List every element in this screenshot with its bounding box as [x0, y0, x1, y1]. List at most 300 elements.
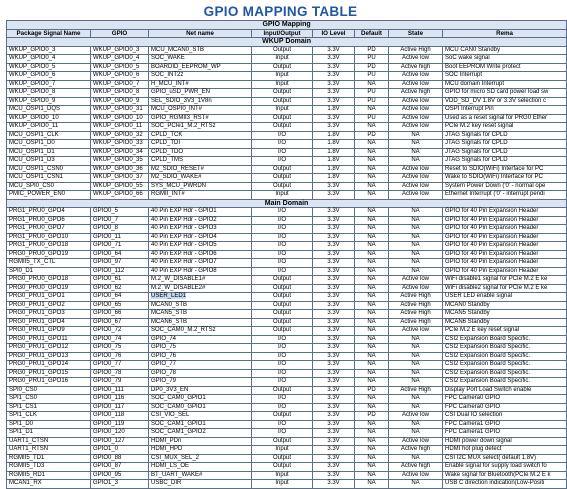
table-cell: NA — [389, 344, 443, 353]
table-body — [7, 38, 567, 489]
table-row — [7, 395, 567, 404]
table-cell: GPIO0_61 — [91, 276, 149, 285]
table-cell: FPC Camera0 GPIO — [443, 403, 567, 412]
column-header: Input/Output — [252, 29, 313, 38]
table-row — [7, 72, 567, 81]
table-cell: SOC_CAM0_GPIO1 — [149, 403, 252, 412]
table-cell: PRG1_PRU0_GPO6 — [7, 216, 91, 225]
table-cell: NA — [355, 233, 389, 242]
table-cell: CPLD_TDO — [149, 148, 252, 157]
table-cell: SOC_CAM1_GPIO1 — [149, 420, 252, 429]
table-cell: NA — [355, 216, 389, 225]
table-cell: I/O — [252, 131, 313, 140]
table-row — [7, 89, 567, 98]
table-cell: Output — [252, 310, 313, 319]
table-cell: NA — [355, 165, 389, 174]
table-cell: Output — [252, 182, 313, 191]
table-row — [7, 335, 567, 344]
table-cell: GPIO_79 — [149, 378, 252, 387]
table-cell: Active low — [389, 123, 443, 132]
table-cell: NA — [355, 267, 389, 276]
table-cell: FPC Camera1 GPIO — [443, 429, 567, 438]
table-cell: 40 Pin EXP Hdr - GPIO3 — [149, 225, 252, 234]
table-cell: GPIO0_78 — [91, 369, 149, 378]
table-cell: Ethernet Interrupt ('0' - interrupt pendi — [443, 191, 567, 200]
table-cell: CSI2 Expansion Board Specific. — [443, 369, 567, 378]
table-row — [7, 233, 567, 242]
table-row — [7, 131, 567, 140]
table-cell: PU — [355, 72, 389, 81]
table-cell: Output — [252, 284, 313, 293]
section-header-row — [7, 38, 567, 47]
table-row — [7, 437, 567, 446]
table-cell: MCU_SPI0_CS0 — [7, 182, 91, 191]
table-cell: GPIO for 40 Pin Expansion Header — [443, 225, 567, 234]
table-cell: 3.3V — [313, 437, 355, 446]
table-cell: GPIO0_64 — [91, 250, 149, 259]
table-cell: PD — [355, 63, 389, 72]
table-cell: Active low — [389, 165, 443, 174]
table-cell: 1.8V — [313, 106, 355, 115]
table-cell: NA — [389, 208, 443, 217]
table-cell: PD — [355, 412, 389, 421]
table-cell: Active low — [389, 327, 443, 336]
table-cell: MCAN5_STB — [149, 310, 252, 319]
table-row — [7, 454, 567, 463]
table-cell: I/O — [252, 344, 313, 353]
table-cell: SOC_PCIe1_M.2_RTSz — [149, 123, 252, 132]
table-cell: WKUP_GPIO0_33 — [91, 140, 149, 149]
table-cell: NA — [389, 131, 443, 140]
table-row — [7, 259, 567, 268]
table-cell: NA — [355, 276, 389, 285]
table-cell: I/O — [252, 208, 313, 217]
table-row — [7, 225, 567, 234]
table-cell: Used as a reset signal for PRG0 Ether — [443, 114, 567, 123]
table-cell: PRG0_PRU1_GPO9 — [7, 327, 91, 336]
table-cell: CPLD_TCK — [149, 131, 252, 140]
table-cell: Active low — [389, 174, 443, 183]
table-cell: PRG1_PRU0_GPO18 — [7, 242, 91, 251]
table-cell: WKUP_GPIO0_37 — [91, 174, 149, 183]
table-row — [7, 378, 567, 387]
table-cell: GPIO0_76 — [91, 352, 149, 361]
table-cell: 3.3V — [313, 72, 355, 81]
table-cell: 1.8V — [313, 148, 355, 157]
table-cell: Active high — [389, 89, 443, 98]
table-cell: WKUP_GPIO0_5 — [91, 63, 149, 72]
table-row — [7, 123, 567, 132]
table-cell: WKUP_GPIO0_8 — [91, 89, 149, 98]
table-cell: NA — [389, 429, 443, 438]
table-cell: NA — [355, 80, 389, 89]
table-cell: CSI2 Expansion Board Specific. — [443, 361, 567, 370]
table-cell: Active low — [389, 114, 443, 123]
table-cell: 3.3V — [313, 301, 355, 310]
table-cell: NA — [389, 140, 443, 149]
table-cell: Input — [252, 55, 313, 64]
table-cell: Input — [252, 106, 313, 115]
table-cell: PRG1_PRU0_GPO10 — [7, 233, 91, 242]
table-cell: MCU_OSPI1_CSN1 — [7, 174, 91, 183]
table-cell: GPIO0_5 — [91, 208, 149, 217]
table-cell: Output — [252, 174, 313, 183]
table-cell: Wake to SDIO(WiFi) Interface for PC — [443, 174, 567, 183]
table-cell: GPIO0_7 — [91, 216, 149, 225]
table-cell: CSI I2C MUX select( default 1.8V) — [443, 454, 567, 463]
table-cell: SOC_CAM1_GPIO2 — [149, 429, 252, 438]
table-cell: Output — [252, 412, 313, 421]
table-cell: CSI2 Expansion Board Specific. — [443, 335, 567, 344]
table-cell: NA — [355, 259, 389, 268]
table-cell: 40 Pin EXP Hdr - GPIO1 — [149, 208, 252, 217]
table-cell: Active High — [389, 293, 443, 302]
table-cell: SPI1_D0 — [7, 420, 91, 429]
table-cell: PRG1_PRU0_GPO4 — [7, 208, 91, 217]
table-cell: WKUP_GPIO0_4 — [91, 55, 149, 64]
table-cell: NA — [355, 140, 389, 149]
table-cell: 3.3V — [313, 352, 355, 361]
table-row — [7, 463, 567, 472]
table-cell: MCU_OSPI1_D3 — [7, 157, 91, 166]
table-cell: MCU CAN0 Standby — [443, 46, 567, 55]
table-cell: PRG0_PRU1_GPO1 — [7, 293, 91, 302]
table-cell: WKUP_GPIO0_4 — [7, 55, 91, 64]
table-cell: SPI1_CS1 — [7, 403, 91, 412]
column-header: State — [389, 29, 443, 38]
table-cell: NA — [355, 174, 389, 183]
table-row — [7, 97, 567, 106]
table-cell: GPIO for 40 Pin Expansion Header — [443, 267, 567, 276]
table-cell: OSPI Interrupt Pin — [443, 106, 567, 115]
table-cell: Reset to SDIO(WiFi) Interface for PC — [443, 165, 567, 174]
table-cell: GPIO for micro SD card power load sw — [443, 89, 567, 98]
table-cell: 40 Pin EXP Hdr - GPIO7 — [149, 259, 252, 268]
table-cell: NA — [389, 480, 443, 489]
table-cell: I/O — [252, 267, 313, 276]
table-cell: BOARDID_EEPROM_WP — [149, 63, 252, 72]
table-cell: 3.3V — [313, 463, 355, 472]
table-cell: HDMI_LS_OE — [149, 463, 252, 472]
table-cell: 3.3V — [313, 55, 355, 64]
table-cell: SPI1_CS0 — [7, 395, 91, 404]
table-cell: WKUP_GPIO0_6 — [91, 72, 149, 81]
table-cell: PRG0_PRU0_GPO18 — [7, 276, 91, 285]
table-row — [7, 284, 567, 293]
table-row — [7, 471, 567, 480]
column-header: Rema — [443, 29, 567, 38]
table-cell: NA — [355, 437, 389, 446]
table-cell: MCU_MCAN0_STB — [149, 46, 252, 55]
table-cell: PRG0_PRU1_GPO15 — [7, 369, 91, 378]
table-cell: Active High — [389, 318, 443, 327]
table-cell: GPIO_76 — [149, 352, 252, 361]
table-cell: I/O — [252, 250, 313, 259]
table-cell: MCU_OSPI1_CLK — [7, 131, 91, 140]
table-cell: Output — [252, 114, 313, 123]
table-cell: NA — [355, 250, 389, 259]
table-cell: I/O — [252, 140, 313, 149]
table-cell: I/O — [252, 242, 313, 251]
table-cell: SOC_CAM0_M.2_RTSz — [149, 327, 252, 336]
table-cell: WKUP_GPIO0_35 — [91, 157, 149, 166]
table-cell: 40 Pin EXP Hdr - GPIO6 — [149, 250, 252, 259]
column-header: Net name — [149, 29, 252, 38]
table-cell: PRG0_PRU1_GPO14 — [7, 361, 91, 370]
table-cell: I/O — [252, 420, 313, 429]
table-cell: WKUP_GPIO0_66 — [91, 191, 149, 200]
table-cell: NA — [355, 446, 389, 455]
table-cell: PRG0_PRU1_GPO16 — [7, 378, 91, 387]
table-cell: SPI0_D1 — [7, 267, 91, 276]
table-row — [7, 157, 567, 166]
table-row — [7, 216, 567, 225]
table-cell: NA — [389, 403, 443, 412]
table-row — [7, 55, 567, 64]
table-cell: PRG0_PRU1_GPO13 — [7, 352, 91, 361]
table-cell: GPIO0_71 — [91, 242, 149, 251]
table-cell: 3.3V — [313, 182, 355, 191]
table-cell: NA — [355, 301, 389, 310]
table-cell: GPIO_78 — [149, 369, 252, 378]
table-cell: GPIO0_66 — [91, 310, 149, 319]
column-header: Package Signal Name — [7, 29, 91, 38]
table-cell: SEL_SDIO_3V3_1V8n — [149, 97, 252, 106]
table-cell: WKUP_GPIO0_3 — [91, 46, 149, 55]
table-cell: GPIO_uSD_PWR_EN — [149, 89, 252, 98]
table-cell: NA — [355, 403, 389, 412]
table-cell: Input — [252, 80, 313, 89]
table-cell: NA — [355, 284, 389, 293]
table-cell: 3.3V — [313, 267, 355, 276]
table-cell: I/O — [252, 335, 313, 344]
table-cell: NA — [355, 463, 389, 472]
table-cell: PU — [355, 97, 389, 106]
table-cell: RGMII5_RD1 — [7, 471, 91, 480]
table-cell: 40 Pin EXP Hdr - GPIO5 — [149, 242, 252, 251]
table-cell: 40 Pin EXP Hdr - GPIO2 — [149, 216, 252, 225]
table-cell: GPIO for 40 Pin Expansion Header — [443, 208, 567, 217]
table-cell: USER LED enable signal — [443, 293, 567, 302]
table-cell: Active low — [389, 276, 443, 285]
table-cell: WKUP_GPIO0_11 — [7, 123, 91, 132]
table-cell: WKUP_GPIO0_11 — [91, 123, 149, 132]
column-header: GPIO — [91, 29, 149, 38]
table-row — [7, 242, 567, 251]
table-cell: NA — [355, 293, 389, 302]
table-cell: I/O — [252, 369, 313, 378]
table-cell: I/O — [252, 361, 313, 370]
table-cell: MCU_OSPI1_CSN0 — [7, 165, 91, 174]
table-cell: Boot EEPROM Write protect — [443, 63, 567, 72]
table-cell: Active low — [389, 412, 443, 421]
table-cell: GPIO0_120 — [91, 429, 149, 438]
table-cell: HDMI_HPD — [149, 446, 252, 455]
table-row — [7, 182, 567, 191]
table-cell: 3.3V — [313, 429, 355, 438]
table-cell: NA — [389, 250, 443, 259]
table-cell: WKUP_GPIO0_32 — [91, 131, 149, 140]
table-title: GPIO Mapping — [7, 21, 567, 30]
table-cell: CSI Dual IO selection — [443, 412, 567, 421]
table-cell: PCIe M.2 key reset signal — [443, 123, 567, 132]
page-title: GPIO MAPPING TABLE — [203, 4, 358, 19]
table-cell: Output — [252, 276, 313, 285]
table-cell: I/O — [252, 259, 313, 268]
table-cell: I/O — [252, 225, 313, 234]
table-cell: GPIO for 40 Pin Expansion Header — [443, 242, 567, 251]
table-cell: GPIO0_74 — [91, 335, 149, 344]
table-cell: MCAN6 Standby — [443, 318, 567, 327]
table-cell: Input — [252, 471, 313, 480]
table-cell: 3.3V — [313, 242, 355, 251]
table-row — [7, 80, 567, 89]
table-cell: SOC_INT2z — [149, 72, 252, 81]
table-cell: 3.3V — [313, 46, 355, 55]
table-cell: PCIe M.2 E key reset signal — [443, 327, 567, 336]
table-cell: HDMI hot plug detect — [443, 446, 567, 455]
table-cell: NA — [355, 352, 389, 361]
table-cell: Active low — [389, 72, 443, 81]
table-cell: GPIO_75 — [149, 344, 252, 353]
table-cell: GPIO0_87 — [91, 463, 149, 472]
table-row — [7, 386, 567, 395]
table-cell: 3.3V — [313, 216, 355, 225]
table-row — [7, 369, 567, 378]
table-cell: PRG0_PRU1_GPO2 — [7, 301, 91, 310]
table-cell: I/O — [252, 429, 313, 438]
table-row — [7, 318, 567, 327]
table-cell: NA — [355, 471, 389, 480]
table-cell: 1.8V — [313, 165, 355, 174]
table-cell: GPIO0_79 — [91, 378, 149, 387]
table-cell: GPIO0_119 — [91, 420, 149, 429]
table-cell: MCAN5 Standby — [443, 310, 567, 319]
table-cell: Active low — [389, 55, 443, 64]
table-cell: GPIO1_3 — [91, 480, 149, 489]
table-cell: Active High — [389, 46, 443, 55]
table-cell: I/O — [252, 157, 313, 166]
table-cell: GPIO0_95 — [91, 471, 149, 480]
table-cell: Output — [252, 327, 313, 336]
table-cell: GPIO_77 — [149, 361, 252, 370]
table-cell: NA — [355, 327, 389, 336]
table-cell: FPC Camera1 GPIO — [443, 420, 567, 429]
table-cell — [149, 293, 252, 302]
table-cell: 3.3V — [313, 80, 355, 89]
table-cell: NA — [355, 123, 389, 132]
table-cell: WiFi disable1 signal for PCIe M.2 E ke — [443, 276, 567, 285]
table-cell: NA — [355, 310, 389, 319]
table-cell: Input — [252, 191, 313, 200]
table-cell: NA — [389, 369, 443, 378]
table-cell: Active low — [389, 106, 443, 115]
table-cell: Output — [252, 293, 313, 302]
table-cell: CSI2 Expansion Board Specific. — [443, 352, 567, 361]
table-cell: NA — [355, 480, 389, 489]
table-cell: GPIO for 40 Pin Expansion Header — [443, 259, 567, 268]
table-cell: 3.3V — [313, 412, 355, 421]
table-cell: GPIO0_11 — [91, 233, 149, 242]
table-cell: I/O — [252, 403, 313, 412]
table-cell: 3.3V — [313, 191, 355, 200]
table-cell: PRG0_PRU1_GPO12 — [7, 344, 91, 353]
table-cell: 3.3V — [313, 259, 355, 268]
table-cell: WKUP_GPIO0_7 — [7, 80, 91, 89]
table-cell: M2_SDIO_RESET# — [149, 165, 252, 174]
table-cell: GPIO0_97 — [91, 259, 149, 268]
column-header: Default — [355, 29, 389, 38]
table-cell: WKUP_GPIO0_3 — [7, 46, 91, 55]
table-cell: NA — [355, 106, 389, 115]
table-cell: 40 Pin EXP Hdr - GPIO8 — [149, 267, 252, 276]
table-cell: Output — [252, 463, 313, 472]
table-cell: I/O — [252, 352, 313, 361]
table-cell: GPIO1_0 — [91, 446, 149, 455]
table-cell: BT_UART_WAKE# — [149, 471, 252, 480]
table-cell: NA — [389, 420, 443, 429]
table-cell: CSI_MUX_SEL_2 — [149, 454, 252, 463]
table-cell: 1.8V — [313, 174, 355, 183]
table-cell: Active low — [389, 471, 443, 480]
table-cell: NA — [355, 191, 389, 200]
table-cell: NA — [355, 420, 389, 429]
table-cell: GPIO0_127 — [91, 437, 149, 446]
table-cell: Active high — [389, 63, 443, 72]
table-cell: Output — [252, 437, 313, 446]
table-cell: NA — [389, 242, 443, 251]
table-cell: 3.3V — [313, 446, 355, 455]
table-cell: 3.3V — [313, 225, 355, 234]
table-cell: NA — [355, 335, 389, 344]
table-cell: 3.3V — [313, 369, 355, 378]
table-cell: M.2_W_DISABLE1# — [149, 276, 252, 285]
table-row — [7, 174, 567, 183]
table-row — [7, 420, 567, 429]
highlighted-net-name: USER_LED1 — [151, 293, 187, 299]
table-cell: CSI_VIO_SEL — [149, 412, 252, 421]
table-cell: JTAG Signals for CPLD — [443, 157, 567, 166]
gpio-mapping-table — [6, 20, 567, 489]
table-cell: NA — [389, 454, 443, 463]
table-cell: 3.3V — [313, 284, 355, 293]
table-cell: GPIO0_77 — [91, 361, 149, 370]
table-cell: 3.3V — [313, 123, 355, 132]
column-header: IO Level — [313, 29, 355, 38]
table-cell: 3.3V — [313, 89, 355, 98]
table-cell: Wake signal for Bluetooth(PCIe M.2 E k — [443, 471, 567, 480]
table-cell: WKUP_GPIO0_9 — [91, 97, 149, 106]
table-cell: PU — [355, 55, 389, 64]
table-cell: HDMI_PDn — [149, 437, 252, 446]
table-cell: Active low — [389, 182, 443, 191]
table-row — [7, 480, 567, 489]
table-cell: NA — [389, 233, 443, 242]
table-row — [7, 208, 567, 217]
table-cell: JTAG Signals for CPLD — [443, 131, 567, 140]
table-cell: SoC wake signal — [443, 55, 567, 64]
table-cell: RGMII_INT# — [149, 191, 252, 200]
table-cell: GPIO0_8 — [91, 225, 149, 234]
table-cell: NA — [355, 225, 389, 234]
table-cell: Input — [252, 480, 313, 489]
table-cell: UART1_RTSN — [7, 446, 91, 455]
table-cell: 3.3V — [313, 97, 355, 106]
table-row — [7, 148, 567, 157]
table-row — [7, 446, 567, 455]
table-cell: WiFi disable2 signal for PCIe M.2 E ke — [443, 284, 567, 293]
table-cell: 3.3V — [313, 335, 355, 344]
